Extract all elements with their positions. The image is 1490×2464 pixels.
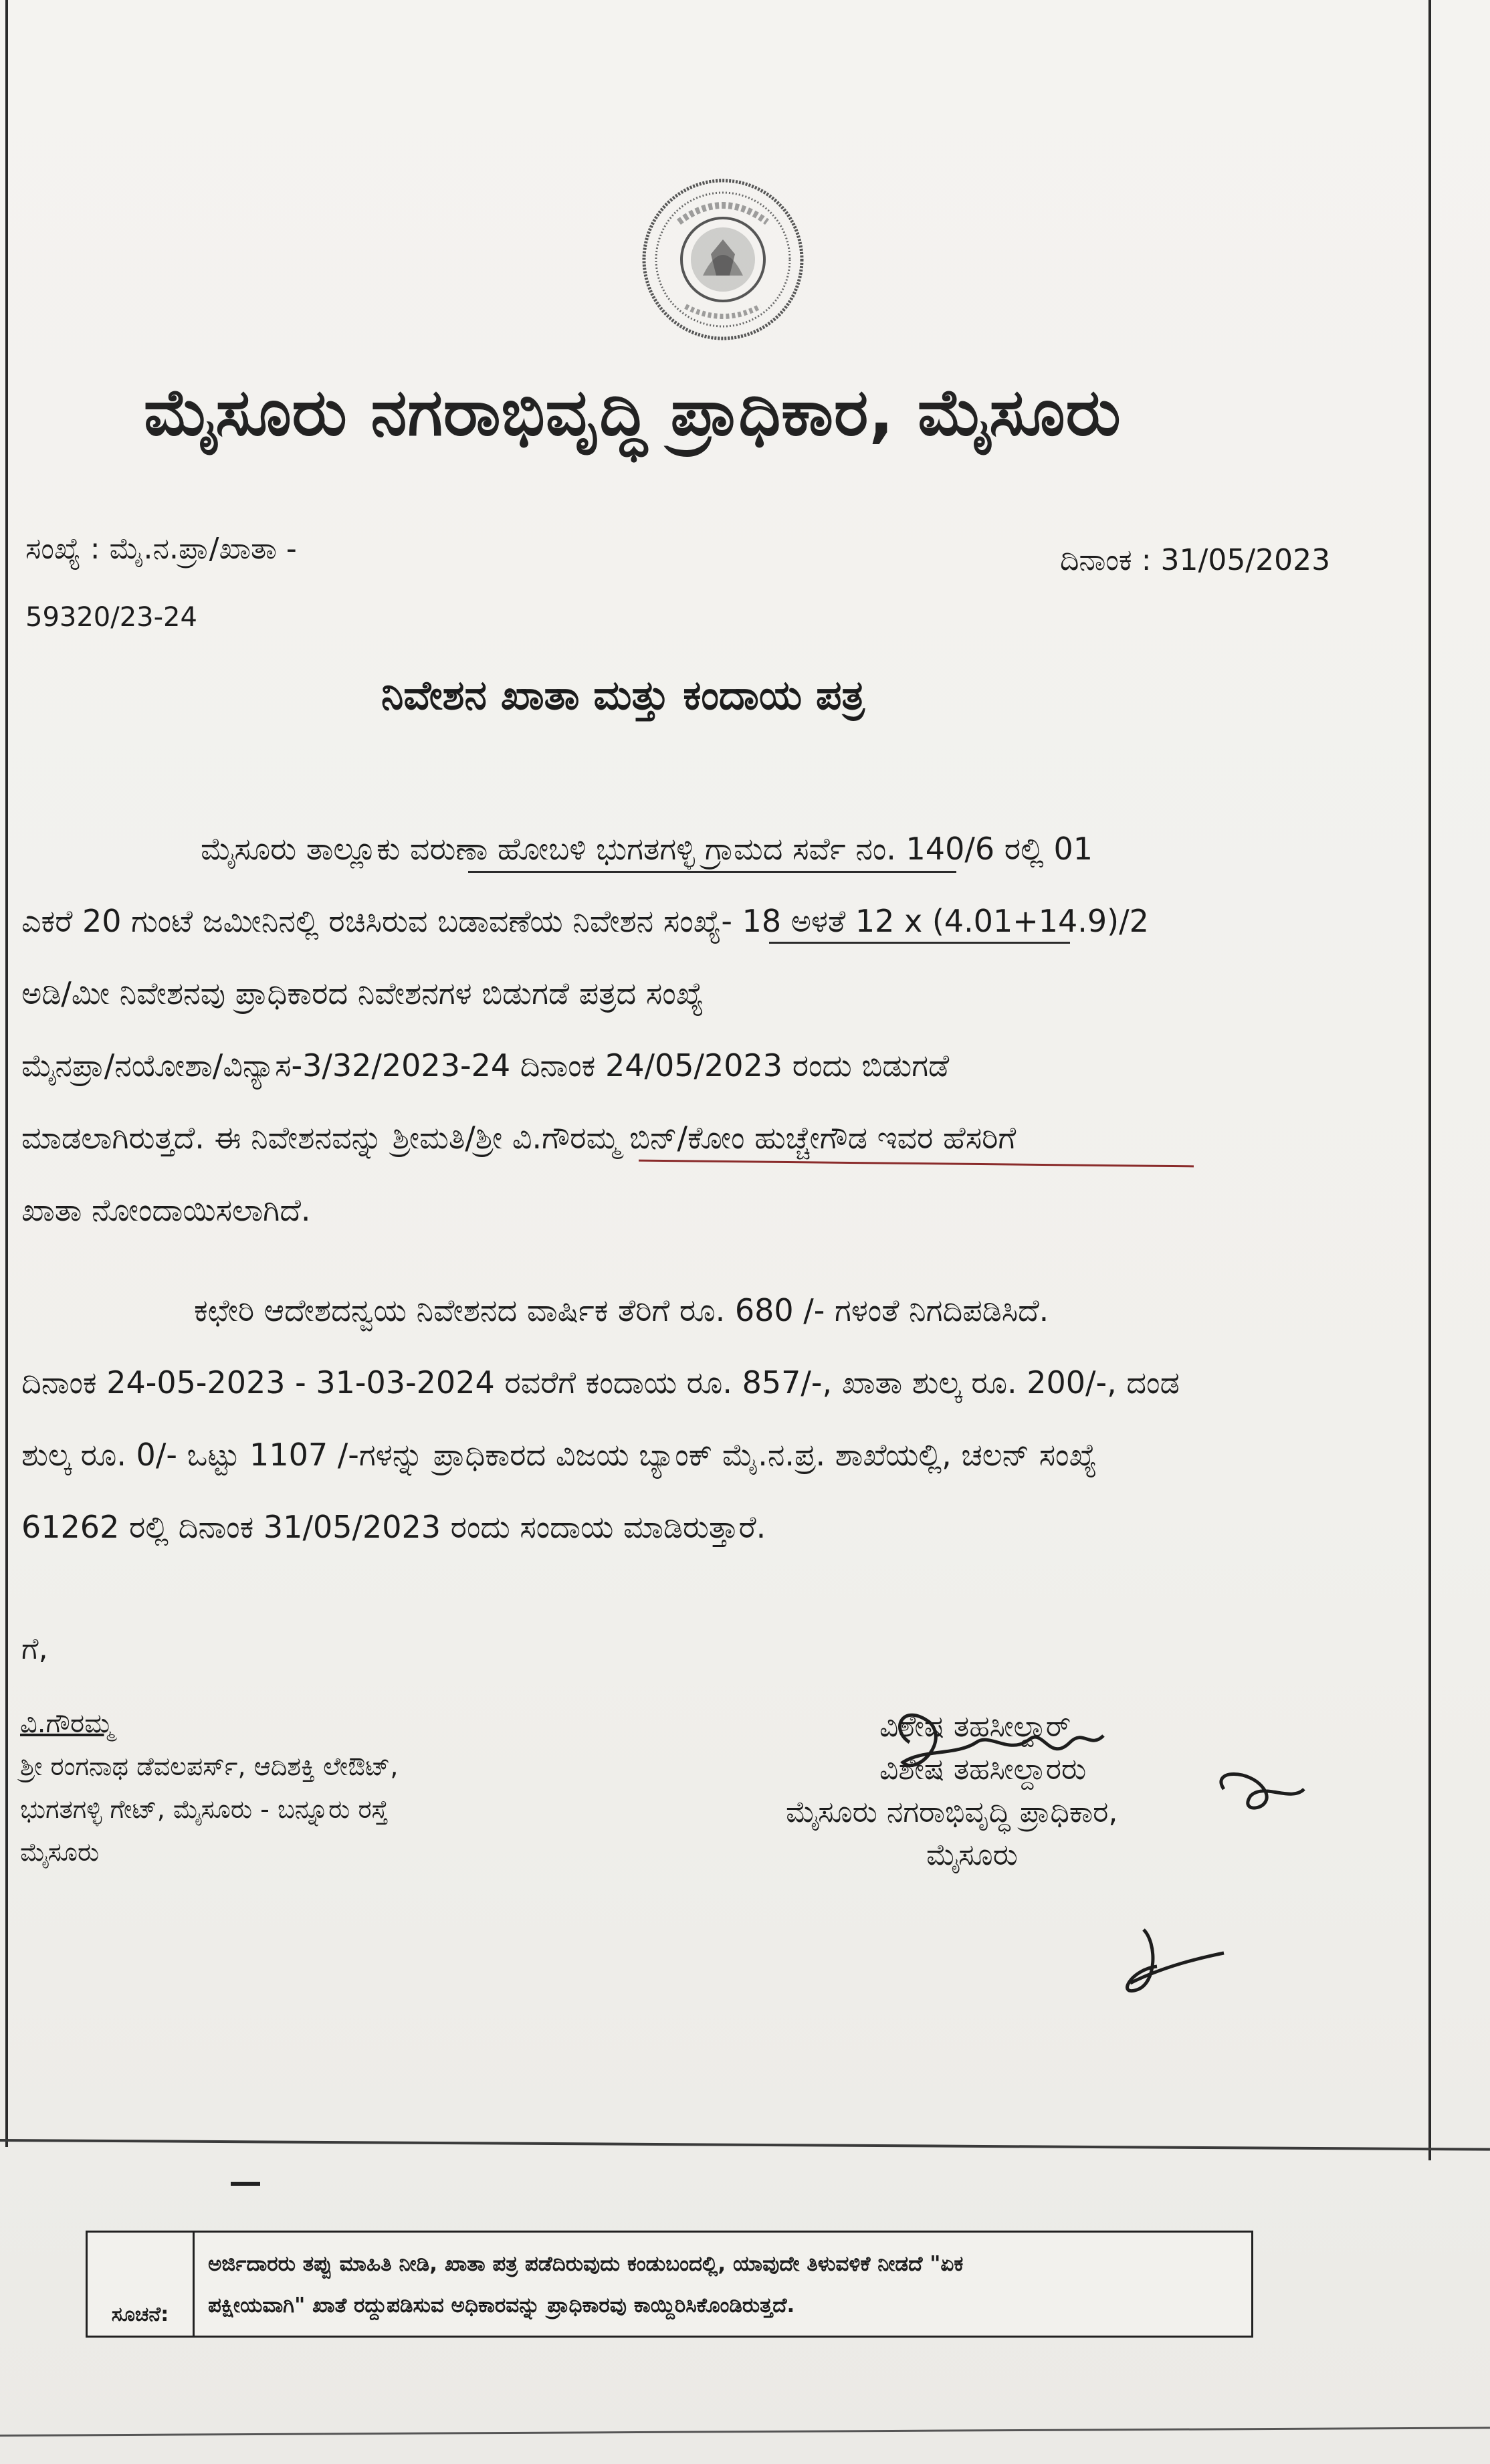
scan-mark xyxy=(231,2182,260,2186)
signatory-block xyxy=(786,1706,1118,1877)
paragraph-khata xyxy=(201,813,1093,885)
address-line: ಮೈಸೂರು xyxy=(20,1837,100,1867)
page-bottom-edge xyxy=(0,2139,1490,2151)
reference-number: ಸಂಖ್ಯೆ : ಮೈ.ನ.ಪ್ರಾ/ಖಾತಾ - xyxy=(25,532,297,566)
note-box xyxy=(86,2231,1253,2338)
paragraph-line: ದಿನಾಂಕ 24-05-2023 - 31-03-2024 ರವರೆಗೆ ಕಂದಾಯ ರೂ. 857/-, ಖಾತಾ ಶುಲ್ಕ ರೂ. 200/-, ದಂಡ xyxy=(21,1364,1180,1401)
pen-underline xyxy=(769,942,1070,944)
paragraph-line: ಮೈಸೂರು ತಾಲ್ಲೂಕು ವರುಣಾ ಹೋಬಳಿ ಭುಗತಗಳ್ಳಿ ಗ್ರಾಮದ ಸರ್ವೆ ನಂ. 140/6 ರಲ್ಲಿ 01 xyxy=(201,831,1093,867)
page-right-edge xyxy=(1428,0,1431,2160)
signatory-line: ಮೈಸೂರು ನಗರಾಭಿವೃದ್ಧಿ ಪ್ರಾಧಿಕಾರ, xyxy=(786,1795,1118,1829)
official-seal-icon xyxy=(639,175,807,344)
recipient-address xyxy=(20,1702,398,1873)
paragraph-line: ಖಾತಾ ನೋಂದಾಯಿಸಲಾಗಿದೆ. xyxy=(21,1192,311,1228)
paragraph-line: ಮಾಡಲಾಗಿರುತ್ತದೆ. ಈ ನಿವೇಶನವನ್ನು ಶ್ರೀಮತಿ/ಶ್ರೀ ವಿ.ಗೌರಮ್ಮ ಬಿನ್/ಕೋಂ ಹುಚ್ಚೇಗೌಡ ಇವರ ಹೆಸರಿಗೆ xyxy=(21,1120,1017,1156)
issue-date: ದಿನಾಂಕ : 31/05/2023 xyxy=(1060,543,1331,577)
note-line: ಅರ್ಜಿದಾರರು ತಪ್ಪು ಮಾಹಿತಿ ನೀಡಿ, ಖಾತಾ ಪತ್ರ ಪಡೆದಿರುವುದು ಕಂಡುಬಂದಲ್ಲಿ, ಯಾವುದೇ ತಿಳುವಳಿಕೆ ನೀಡದೆ "ಏಕ xyxy=(208,2252,964,2276)
paragraph-line: ಶುಲ್ಕ ರೂ. 0/- ಒಟ್ಟು 1107 /-ಗಳನ್ನು ಪ್ರಾಧಿಕಾರದ ವಿಜಯ ಬ್ಯಾಂಕ್ ಮೈ.ನ.ಪ್ರ. ಶಾಖೆಯಲ್ಲಿ, ಚಲನ್ ಸಂಖ್ಯೆ xyxy=(21,1437,1097,1473)
paragraph-tax-body xyxy=(21,1346,1180,1563)
signatory-line: ವಿಶೇಷ ತಹಸೀಲ್ದಾರರು xyxy=(879,1752,1087,1786)
signatory-line: ವಿಶೇಷ ತಹಸೀಲ್ದಾರ್ xyxy=(879,1710,1071,1744)
lower-page-edge xyxy=(0,2427,1490,2437)
paragraph-line: ಕಛೇರಿ ಆದೇಶದನ್ವಯ ನಿವೇಶನದ ವಾರ್ಷಿಕ ತೆರಿಗೆ ರೂ. 680 /- ಗಳಂತೆ ನಿಗದಿಪಡಿಸಿದೆ. xyxy=(194,1292,1049,1328)
paragraph-line: ಎಕರೆ 20 ಗುಂಟೆ ಜಮೀನಿನಲ್ಲಿ ರಚಿಸಿರುವ ಬಡಾವಣೆಯ ನಿವೇಶನ ಸಂಖ್ಯೆ- 18 ಅಳತೆ 12 x (4.01+14.9)/2 xyxy=(21,903,1149,939)
authority-heading: ಮೈಸೂರು ನಗರಾಭಿವೃದ್ಧಿ ಪ್ರಾಧಿಕಾರ, ಮೈಸೂರು xyxy=(144,375,1122,450)
note-text xyxy=(195,2233,1251,2336)
pen-underline xyxy=(468,871,956,873)
signatory-line: ಮೈಸೂರು xyxy=(926,1838,1018,1872)
paragraph-tax xyxy=(194,1274,1049,1346)
note-label: ಸೂಚನೆ: xyxy=(88,2233,195,2336)
note-line: ಪಕ್ಷೀಯವಾಗಿ" ಖಾತೆ ರದ್ದುಪಡಿಸುವ ಅಧಿಕಾರವನ್ನು ಪ್ರಾಧಿಕಾರವು ಕಾಯ್ದಿರಿಸಿಕೊಂಡಿರುತ್ತದೆ. xyxy=(208,2293,795,2318)
salutation: ಗೆ, xyxy=(21,1632,48,1666)
reference-number-cont: 59320/23-24 xyxy=(25,602,197,633)
paragraph-khata-body xyxy=(21,885,1149,1246)
paragraph-line: 61262 ರಲ್ಲಿ ದಿನಾಂಕ 31/05/2023 ರಂದು ಸಂದಾಯ ಮಾಡಿರುತ್ತಾರೆ. xyxy=(21,1509,766,1545)
address-line: ಭುಗತಗಳ್ಳಿ ಗೇಟ್, ಮೈಸೂರು - ಬನ್ನೂರು ರಸ್ತೆ xyxy=(20,1794,389,1824)
address-line: ಶ್ರೀ ರಂಗನಾಥ ಡೆವಲಪರ್ಸ್, ಆದಿಶಕ್ತಿ ಲೇಔಟ್, xyxy=(20,1752,399,1781)
paragraph-line: ಮೈನಪ್ರಾ/ನಯೋಶಾ/ವಿನ್ಯಾಸ-3/32/2023-24 ದಿನಾಂಕ 24/05/2023 ರಂದು ಬಿಡುಗಡೆ xyxy=(21,1047,950,1084)
document-title: ನಿವೇಶನ ಖಾತಾ ಮತ್ತು ಕಂದಾಯ ಪತ್ರ xyxy=(381,672,865,719)
recipient-name: ವಿ.ಗೌರಮ್ಮ xyxy=(20,1708,114,1739)
page-left-edge xyxy=(5,0,8,2147)
paragraph-line: ಅಡಿ/ಮೀ ನಿವೇಶನವು ಪ್ರಾಧಿಕಾರದ ನಿವೇಶನಗಳ ಬಿಡುಗಡೆ ಪತ್ರದ ಸಂಖ್ಯೆ xyxy=(21,975,704,1011)
